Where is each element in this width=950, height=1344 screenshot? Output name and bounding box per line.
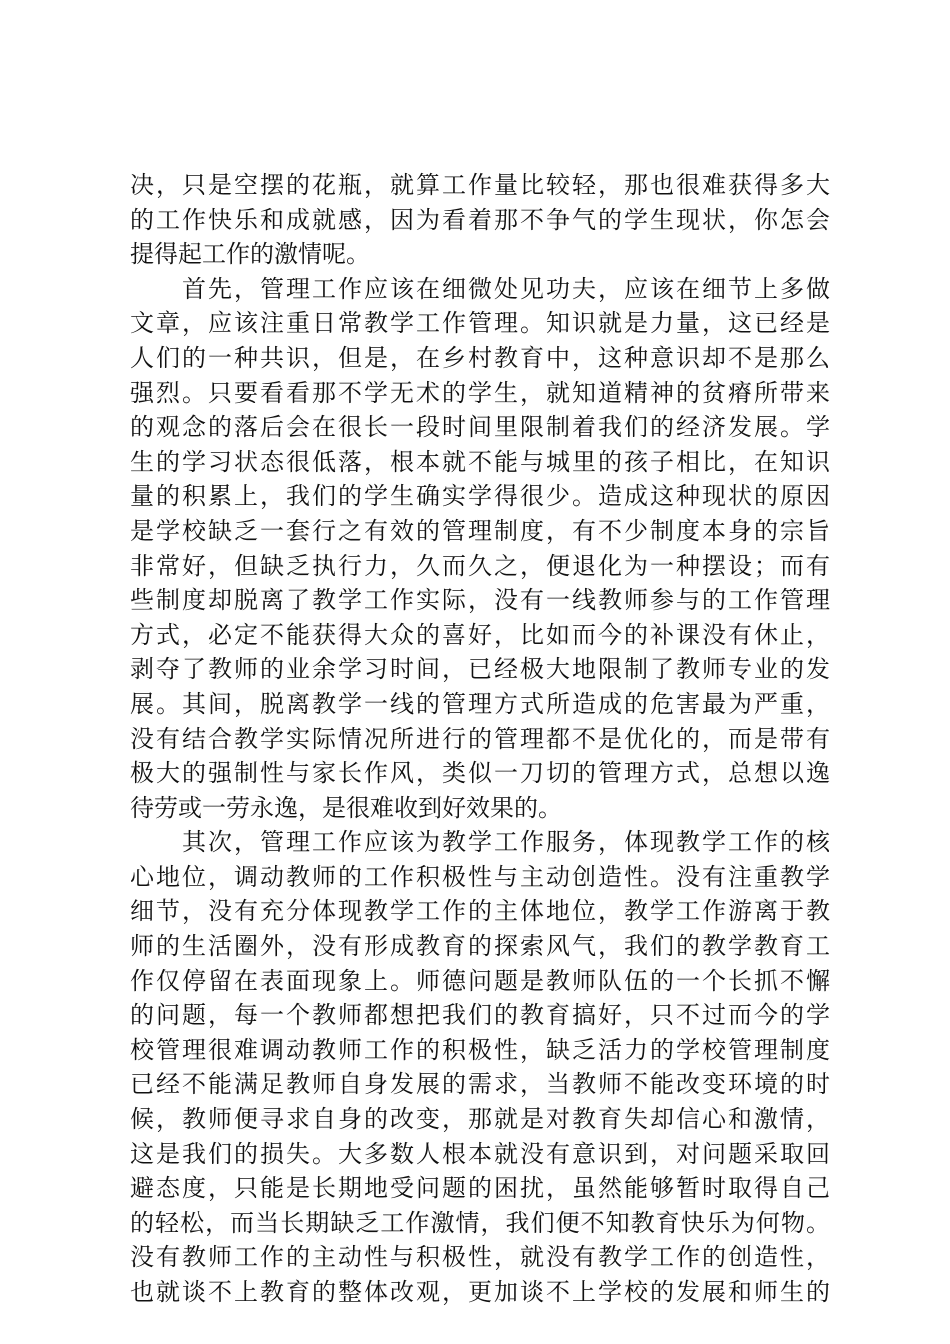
text-line: 这是我们的损失。大多数人根本就没有意识到，对问题采取回 <box>130 1139 830 1168</box>
paragraph-continued <box>130 168 830 272</box>
text-line: 方式，必定不能获得大众的喜好，比如而今的补课没有休止， <box>130 620 830 649</box>
text-line: 也就谈不上教育的整体改观，更加谈不上学校的发展和师生的 <box>130 1278 830 1306</box>
text-line: 首先，管理工作应该在细微处见功夫，应该在细节上多做 <box>130 274 830 303</box>
text-line: 量的积累上，我们的学生确实学得很少。造成这种现状的原因 <box>130 482 830 511</box>
text-line: 的观念的落后会在很长一段时间里限制着我们的经济发展。学 <box>130 413 830 442</box>
text-line: 提得起工作的激情呢。 <box>130 240 370 269</box>
text-line: 非常好，但缺乏执行力，久而久之，便退化为一种摆设；而有 <box>130 551 830 580</box>
body-text <box>130 168 830 1310</box>
text-line: 决，只是空摆的花瓶，就算工作量比较轻，那也很难获得多大 <box>130 171 830 199</box>
text-line: 强烈。只要看看那不学无术的学生，就知道精神的贫瘠所带来 <box>130 378 830 407</box>
paragraph-second <box>130 825 830 1309</box>
text-line: 极大的强制性与家长作风，类似一刀切的管理方式，总想以逸 <box>130 759 830 788</box>
text-line: 的工作快乐和成就感，因为看着那不争气的学生现状，你怎会 <box>130 205 830 234</box>
paragraph-first <box>130 272 830 826</box>
text-line: 候，教师便寻求自身的改变，那就是对教育失却信心和激情， <box>130 1105 830 1134</box>
text-line: 作仅停留在表面现象上。师德问题是教师队伍的一个长抓不懈 <box>130 966 830 995</box>
text-line: 细节，没有充分体现教学工作的主体地位，教学工作游离于教 <box>130 897 830 926</box>
text-line: 没有教师工作的主动性与积极性，就没有教学工作的创造性， <box>130 1243 830 1272</box>
text-line: 避态度，只能是长期地受问题的困扰，虽然能够暂时取得自己 <box>130 1174 830 1203</box>
text-line: 没有结合教学实际情况所进行的管理都不是优化的，而是带有 <box>130 724 830 753</box>
text-line: 的问题，每一个教师都想把我们的教育搞好，只不过而今的学 <box>130 1001 830 1030</box>
text-line: 待劳或一劳永逸，是很难收到好效果的。 <box>130 793 562 822</box>
text-line: 人们的一种共识，但是，在乡村教育中，这种意识却不是那么 <box>130 343 830 372</box>
text-line: 已经不能满足教师自身发展的需求，当教师不能改变环境的时 <box>130 1070 830 1099</box>
text-line: 心地位，调动教师的工作积极性与主动创造性。没有注重教学 <box>130 862 830 891</box>
text-line: 生的学习状态很低落，根本就不能与城里的孩子相比，在知识 <box>130 447 830 476</box>
text-line: 是学校缺乏一套行之有效的管理制度，有不少制度本身的宗旨 <box>130 516 830 545</box>
text-line: 的轻松，而当长期缺乏工作激情，我们便不知教育快乐为何物。 <box>130 1208 830 1237</box>
text-line: 其次，管理工作应该为教学工作服务，体现教学工作的核 <box>130 828 830 857</box>
text-line: 师的生活圈外，没有形成教育的探索风气，我们的教学教育工 <box>130 932 830 961</box>
text-line: 些制度却脱离了教学工作实际，没有一线教师参与的工作管理 <box>130 586 830 615</box>
text-line: 校管理很难调动教师工作的积极性，缺乏活力的学校管理制度 <box>130 1035 830 1064</box>
text-line: 文章，应该注重日常教学工作管理。知识就是力量，这已经是 <box>130 309 830 338</box>
text-line: 展。其间，脱离教学一线的管理方式所造成的危害最为严重， <box>130 689 830 718</box>
text-line: 剥夺了教师的业余学习时间，已经极大地限制了教师专业的发 <box>130 655 830 684</box>
